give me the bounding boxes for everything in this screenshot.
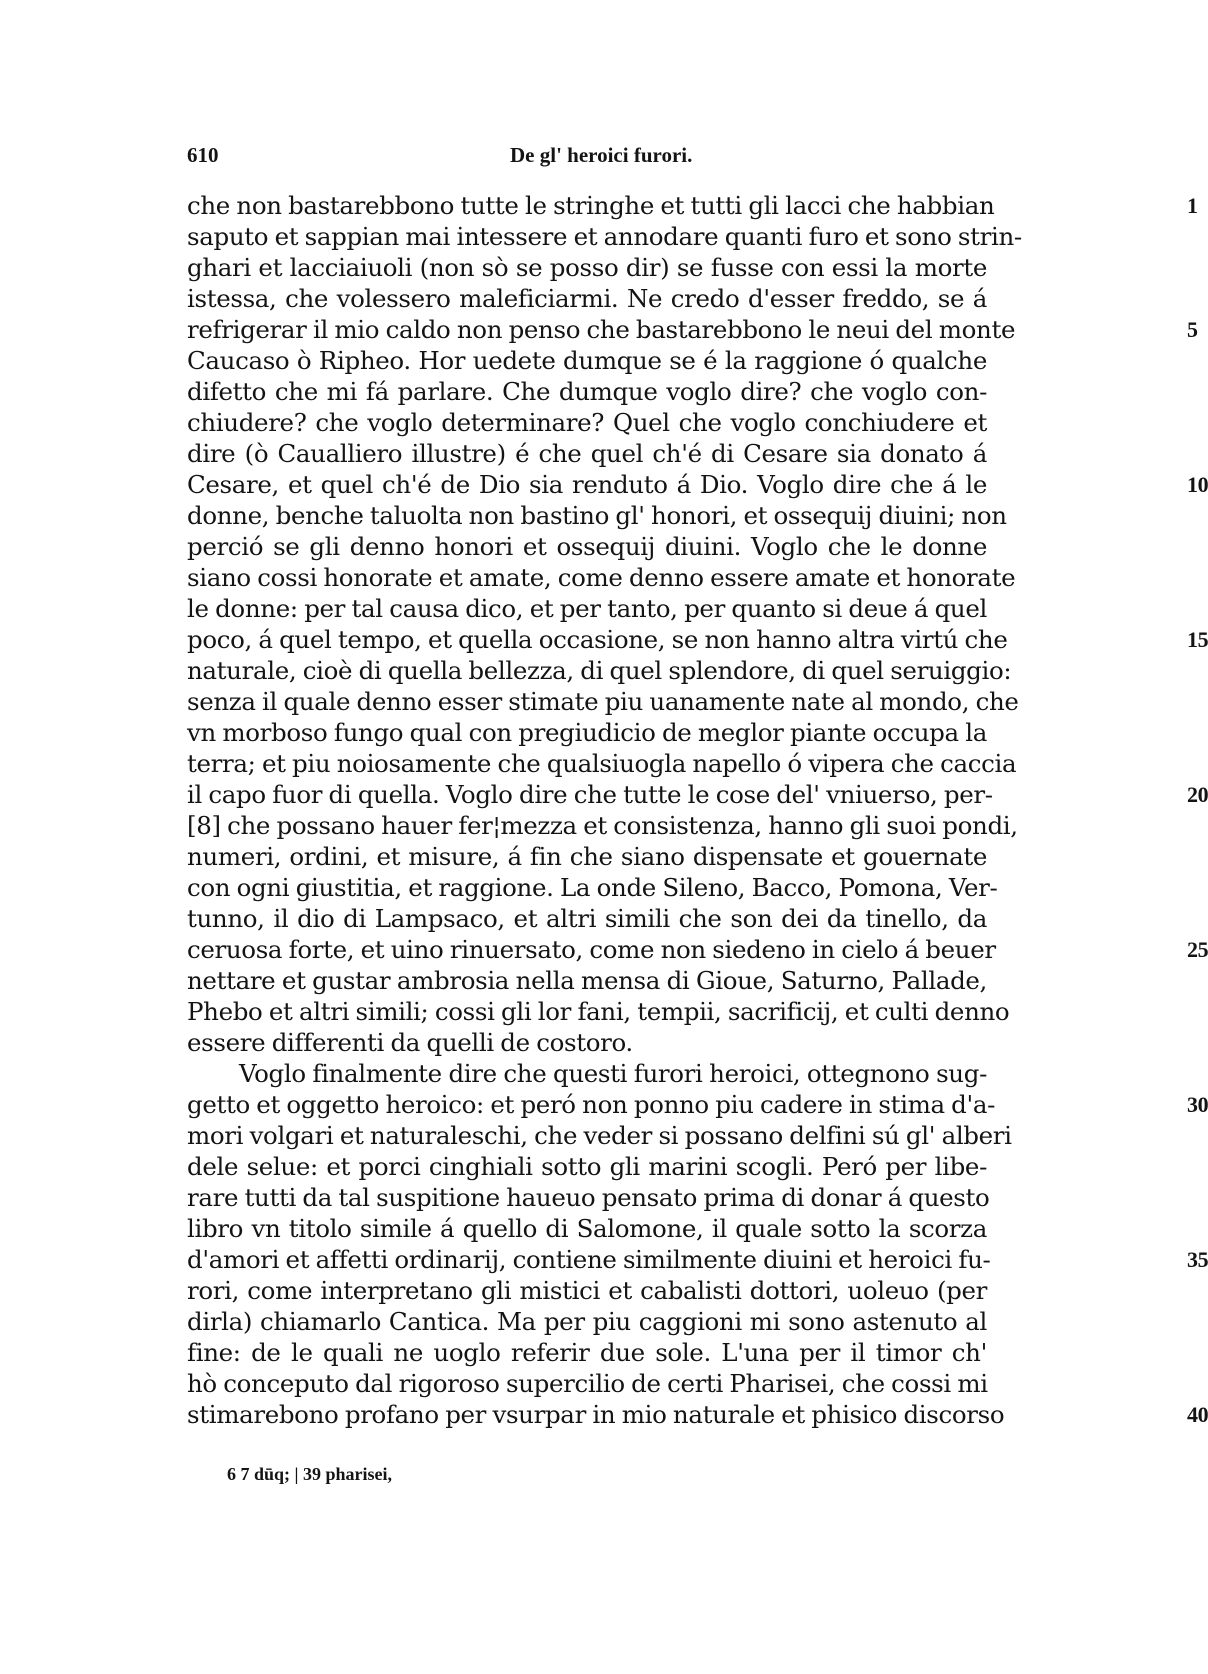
- paragraph-first-line: Voglo finalmente dire che questi furori heroici, ottegnono sug-: [239, 1059, 987, 1088]
- line-number: 15: [1187, 627, 1208, 652]
- text-line: libro vn titolo simile á quello di Salomone, il quale sotto la scorza: [187, 1214, 987, 1243]
- text-line: saputo et sappian mai intessere et annodare quanti furo et sono strin-: [187, 222, 1022, 251]
- text-line: hò conceputo dal rigoroso supercilio de certi Pharisei, che cossi mi: [187, 1369, 988, 1398]
- text-line: stimarebono profano per vsurpar in mio naturale et phisico discorso 40: [187, 1400, 1208, 1429]
- text-line: rori, come interpretano gli mistici et cabalisti dottori, uoleuo (per: [187, 1276, 987, 1305]
- line-number: 25: [1187, 937, 1208, 962]
- line-number: 1: [1187, 193, 1198, 218]
- text-line: mori volgari et naturaleschi, che veder si possano delfini sú gl' alberi: [187, 1121, 1012, 1150]
- line-number: 30: [1187, 1092, 1208, 1117]
- text-line: ghari et lacciaiuoli (non sò se posso dir) se fusse con essi la morte: [187, 253, 987, 282]
- body-text: [187, 190, 1208, 1430]
- text-line: rare tutti da tal suspitione haueuo pensato prima di donar á questo: [187, 1183, 990, 1212]
- text-line: [8] che possano hauer fer¦mezza et consistenza, hanno gli suoi pondi,: [187, 811, 1018, 840]
- text-line: che non bastarebbono tutte le stringhe et tutti gli lacci che habbian 1: [187, 191, 1198, 220]
- text-line: terra; et piu noiosamente che qualsiuogla napello ó vipera che caccia: [187, 749, 1017, 778]
- text-line: le donne: per tal causa dico, et per tanto, per quanto si deue á quel: [187, 594, 987, 623]
- text-line: istessa, che volessero maleficiarmi. Ne credo d'esser freddo, se á: [187, 284, 987, 313]
- line-number: 5: [1187, 317, 1198, 342]
- text-line: il capo fuor di quella. Voglo dire che tutte le cose del' vniuerso, per- 20: [187, 780, 1208, 809]
- line-number: 20: [1187, 782, 1208, 807]
- line-number: 10: [1187, 472, 1208, 497]
- text-line: d'amori et affetti ordinarij, contiene similmente diuini et heroici fu- 35: [187, 1245, 1208, 1274]
- text-line: refrigerar il mio caldo non penso che bastarebbono le neui del monte 5: [187, 315, 1198, 344]
- text-line: nettare et gustar ambrosia nella mensa di Gioue, Saturno, Pallade,: [187, 966, 987, 995]
- text-line: essere differenti da quelli de costoro.: [187, 1028, 633, 1057]
- text-line: con ogni giustitia, et raggione. La onde Sileno, Bacco, Pomona, Ver-: [187, 873, 998, 902]
- line-number: 35: [1187, 1247, 1208, 1272]
- text-line: dele selue: et porci cinghiali sotto gli marini scogli. Peró per libe-: [187, 1152, 987, 1181]
- page-number: 610: [187, 143, 219, 167]
- text-line: numeri, ordini, et misure, á fin che siano dispensate et gouernate: [187, 842, 987, 871]
- text-line: Phebo et altri simili; cossi gli lor fani, tempii, sacrificij, et culti denno: [187, 997, 1010, 1026]
- text-line: naturale, cioè di quella bellezza, di quel splendore, di quel seruiggio:: [187, 656, 1012, 685]
- text-line: perció se gli denno honori et ossequij diuini. Voglo che le donne: [187, 532, 987, 561]
- text-line: getto et oggetto heroico: et peró non ponno piu cadere in stima d'a- 30: [187, 1090, 1208, 1119]
- text-line: dirla) chiamarlo Cantica. Ma per piu caggioni mi sono astenuto al: [187, 1307, 987, 1336]
- text-line: difetto che mi fá parlare. Che dumque voglo dire? che voglo con-: [187, 377, 987, 406]
- text-line: ceruosa forte, et uino rinuersato, come non siedeno in cielo á beuer 25: [187, 935, 1208, 964]
- text-line: senza il quale denno esser stimate piu uanamente nate al mondo, che: [187, 687, 1019, 716]
- footnote: 6 7 dūq; | 39 pharisei,: [227, 1464, 392, 1484]
- text-line: Caucaso ò Ripheo. Hor uedete dumque se é la raggione ó qualche: [187, 346, 987, 375]
- line-number: 40: [1187, 1402, 1208, 1427]
- running-title: De gl' heroici furori.: [510, 143, 693, 167]
- page-header: [187, 143, 987, 173]
- text-line: Cesare, et quel ch'é de Dio sia renduto á Dio. Voglo dire che á le 10: [187, 470, 1208, 499]
- text-line: fine: de le quali ne uoglo referir due sole. L'una per il timor ch': [187, 1338, 987, 1367]
- text-line: donne, benche taluolta non bastino gl' honori, et ossequij diuini; non: [187, 501, 1007, 530]
- text-line: vn morboso fungo qual con pregiudicio de meglor piante occupa la: [187, 718, 987, 747]
- text-line: tunno, il dio di Lampsaco, et altri simili che son dei da tinello, da: [187, 904, 987, 933]
- text-line: poco, á quel tempo, et quella occasione, se non hanno altra virtú che 15: [187, 625, 1208, 654]
- text-line: chiudere? che voglo determinare? Quel che voglo conchiudere et: [187, 408, 987, 437]
- text-line: dire (ò Caualliero illustre) é che quel ch'é di Cesare sia donato á: [187, 439, 987, 468]
- text-line: siano cossi honorate et amate, come denno essere amate et honorate: [187, 563, 1016, 592]
